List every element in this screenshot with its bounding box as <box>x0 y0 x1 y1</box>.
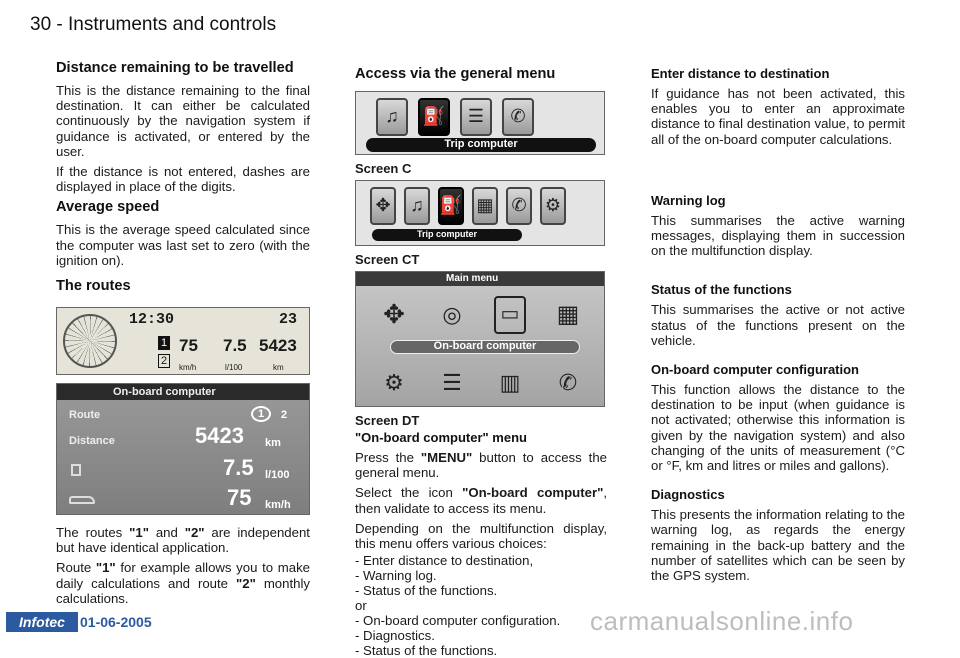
screen-dt-header: Main menu <box>356 272 604 286</box>
menu-paragraph-1 <box>355 450 607 480</box>
text: are independent but have identical application. <box>56 525 310 556</box>
screen-dt-image <box>355 271 605 407</box>
screen-ct-image <box>355 180 605 246</box>
speed-unit: km/h <box>265 499 291 512</box>
consumption-value: 7.5 <box>223 455 254 481</box>
screen-title-bar: On-board computer <box>57 384 309 400</box>
text: for example allows you to make daily calculations and route <box>56 560 310 591</box>
text: , then validate to access its menu. <box>355 485 607 516</box>
settings-sliders-icon: ☰ <box>460 98 492 136</box>
calculator-icon: ▦ <box>472 187 498 225</box>
average-speed-paragraph: This is the average speed calculated since the computer was last set to zero (with the ignition on). <box>56 222 310 268</box>
text: button to access the general menu. <box>355 450 607 481</box>
screen-ct-caption: Screen CT <box>355 252 420 267</box>
music-icon: ♫ <box>404 187 430 225</box>
list-item: - Enter distance to destination, <box>355 553 534 569</box>
choices-list-1 <box>355 553 607 598</box>
enter-distance-paragraph: If guidance has not been activated, this enables you to enter an approximate distance to final destination value, to permit all of the on-board computer calculations. <box>651 86 905 147</box>
routes-paragraph-2 <box>56 560 310 606</box>
consumption-unit: l/100 <box>265 469 290 482</box>
section-title-warning-log: Warning log <box>651 192 726 208</box>
fuel-pump-icon <box>71 464 81 476</box>
clock-dial-icon <box>63 314 117 368</box>
fuel-pump-icon: ⛽ <box>438 187 464 225</box>
screen-c-menu-bar: Trip computer <box>366 138 596 152</box>
music-icon: ◎ <box>442 302 462 328</box>
or-text: or <box>355 598 367 614</box>
choices-list-2 <box>355 613 607 658</box>
configuration-paragraph: This function allows the distance to the destination to be input (when guidance is not activated; otherwise this information is given by the navigation system) and also changing of the units of measurement (°C or °F, km and litres or miles and gallons). <box>651 382 905 474</box>
fuel-pump-icon: ⛽ <box>418 98 450 136</box>
screen-dt-menu-bar: On-board computer <box>390 340 580 354</box>
lcd-display-image <box>56 307 310 375</box>
music-icon: ♫ <box>376 98 408 136</box>
text-bold: "1" <box>95 560 116 576</box>
column-left <box>56 60 310 611</box>
distance-paragraph-1: This is the distance remaining to the final destination. It can either be calculated continuously by the navigation system if guidance is activated, or entered by the user. <box>56 83 310 159</box>
diagnostics-paragraph: This presents the information relating to the warning log, as regards the energy remaining in the back-up battery and the number of satellites which can be seen by the GPS system. <box>651 507 905 584</box>
screen-c-image <box>355 91 605 155</box>
text-bold: "2" <box>236 575 256 591</box>
computer-icon: ▭ <box>494 296 526 334</box>
calculator-icon: ▦ <box>556 301 580 329</box>
section-title-enter-distance: Enter distance to destination <box>651 66 830 81</box>
screen-dt-caption: Screen DT <box>355 413 420 428</box>
text-bold: "On-board computer" <box>462 485 604 501</box>
warning-log-paragraph: This summarises the active warning messages, displaying them in succession on the multifunction display. <box>651 212 905 259</box>
lcd-time: 12:30 <box>129 311 175 329</box>
navigation-icon: ✥ <box>383 299 405 330</box>
column-right <box>651 66 905 588</box>
section-title-configuration: On-board computer configuration <box>651 362 859 378</box>
distance-value: 5423 <box>195 423 244 449</box>
watermark: carmanualsonline.info <box>590 606 854 636</box>
lcd-value-consumption: 7.5 <box>223 336 247 356</box>
infotec-logo: Infotec <box>6 612 78 632</box>
text: The routes <box>56 525 130 541</box>
text-bold: "1" <box>129 525 149 541</box>
navigation-icon: ✥ <box>370 187 396 225</box>
lcd-route-2: 2 <box>158 354 170 368</box>
section-title-access: Access via the general menu <box>355 66 556 82</box>
text: monthly calculations. <box>56 575 310 606</box>
route-value-selected: 1 <box>251 406 271 422</box>
section-title-diagnostics: Diagnostics <box>651 487 725 503</box>
section-title-status: Status of the functions <box>651 282 792 298</box>
route-label: Route <box>69 409 101 422</box>
settings-icon: ⚙ <box>384 370 404 396</box>
footer-date: 01-06-2005 <box>80 614 152 630</box>
menu-paragraph-3: Depending on the multifunction display, this menu offers various choices: <box>355 520 607 552</box>
text-bold: "2" <box>184 525 205 541</box>
phone-icon: ✆ <box>506 187 532 225</box>
text: Press the <box>355 450 421 465</box>
speed-value: 75 <box>227 485 252 511</box>
onboard-computer-screen-image <box>56 383 310 515</box>
screen-c-caption: Screen C <box>355 161 412 176</box>
book-icon: ▥ <box>499 370 521 396</box>
page-title: 30 - Instruments and controls <box>30 14 277 35</box>
route-value-alt: 2 <box>281 409 288 422</box>
text-bold: "MENU" <box>420 450 473 465</box>
phone-icon: ✆ <box>558 370 578 396</box>
menu-paragraph-2 <box>355 485 607 515</box>
distance-unit: km <box>265 437 281 450</box>
onboard-menu-title: "On-board computer" menu <box>355 430 527 445</box>
list-item: - Warning log. <box>355 568 437 584</box>
list-item: - Status of the functions. <box>355 583 498 599</box>
distance-label: Distance <box>69 435 115 448</box>
list-item: - On-board computer configuration. <box>355 613 561 629</box>
section-title-average-speed: Average speed <box>56 199 160 216</box>
settings-icon: ⚙ <box>540 187 566 225</box>
routes-paragraph-1 <box>56 525 310 555</box>
text: Select the icon <box>355 485 463 501</box>
lcd-unit-consumption: l/100 <box>225 363 243 373</box>
lcd-temperature: 23 <box>279 311 298 329</box>
lcd-unit-distance: km <box>273 363 284 373</box>
list-item: - Status of the functions. <box>355 643 498 658</box>
section-title-routes: The routes <box>56 278 131 295</box>
list-item: - Diagnostics. <box>355 628 435 644</box>
car-icon <box>69 496 95 504</box>
settings-sliders-icon: ☰ <box>442 370 462 396</box>
phone-icon: ✆ <box>502 98 534 136</box>
text: and <box>148 525 185 541</box>
screen-ct-menu-bar: Trip computer <box>372 229 522 241</box>
column-middle <box>355 60 607 658</box>
status-paragraph: This summarises the active or not active status of the functions present on the vehicle. <box>651 302 905 348</box>
text: Route <box>56 560 96 576</box>
lcd-value-speed: 75 <box>179 336 198 356</box>
lcd-unit-speed: km/h <box>179 363 197 373</box>
lcd-value-distance: 5423 <box>259 336 297 356</box>
distance-paragraph-2: If the distance is not entered, dashes are displayed in place of the digits. <box>56 164 310 195</box>
lcd-route-1: 1 <box>158 336 170 350</box>
section-title-distance: Distance remaining to be travelled <box>56 60 294 76</box>
